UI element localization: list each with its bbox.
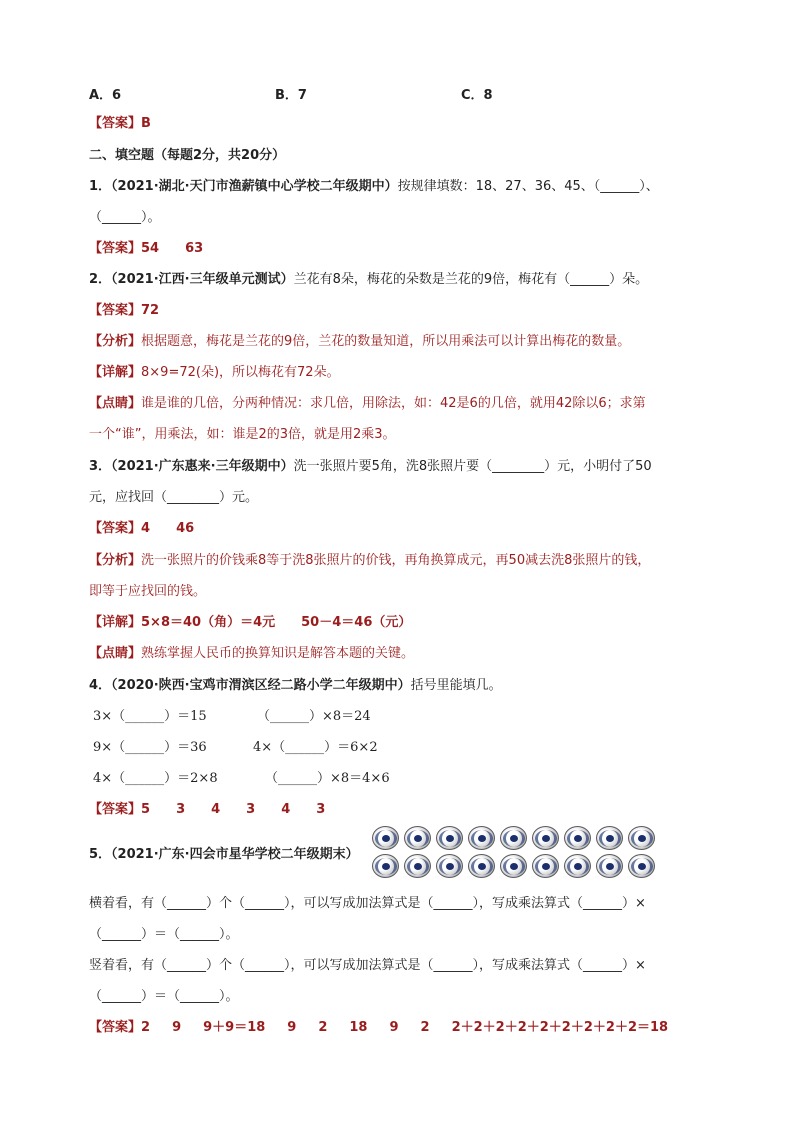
q5-source: （2021·广东·四会市星华学校二年级期末） xyxy=(111,847,359,862)
q3-source: （2021·广东惠来·三年级期中） xyxy=(111,459,294,474)
answer-value: 4 xyxy=(281,802,291,817)
soccer-ball-icon xyxy=(500,854,527,878)
q2-comment xyxy=(89,395,646,413)
q2-number: 2． xyxy=(89,272,112,287)
analysis-label: 【分析】 xyxy=(89,334,142,349)
answer-value: 9＋9＝18 xyxy=(203,1020,266,1035)
analysis-text: 根据题意，梅花是兰花的9倍，兰花的数量知道，所以用乘法可以计算出梅花的数量。 xyxy=(141,334,631,349)
q2-detail xyxy=(89,364,340,382)
soccer-ball-icon xyxy=(564,854,591,878)
q3-analysis xyxy=(89,552,650,570)
detail-text: 5×8＝40（角）＝4元 50－4＝46（元） xyxy=(141,615,412,630)
answer-value: 63 xyxy=(185,241,204,256)
comment-text: 熟练掌握人民币的换算知识是解答本题的关键。 xyxy=(141,646,415,661)
q4-text: 括号里能填几。 xyxy=(410,678,502,693)
soccer-ball-icon xyxy=(436,826,463,850)
q5-number: 5． xyxy=(89,847,112,862)
q3-detail xyxy=(89,614,411,632)
answer-value: 46 xyxy=(176,521,195,536)
q2-text: 兰花有8朵，梅花的朵数是兰花的9倍，梅花有（______）朵。 xyxy=(293,272,649,287)
q5-row2: 竖着看，有（______）个（______），可以写成加法算式是（______），写成乘法算式（______）× xyxy=(89,958,646,973)
q4-eq-3b: （______）×8＝4×6 xyxy=(265,771,390,786)
comment-text: 谁是谁的几倍，分两种情况：求几倍，用除法，如：42是6的几倍，就用42除以6；求第 xyxy=(141,396,646,411)
answer-value: 54 xyxy=(141,241,160,256)
q4-eq-1a: 3×（______）＝15 xyxy=(93,709,207,724)
q2-source: （2021·江西·三年级单元测试） xyxy=(111,272,294,287)
q1-line-2: （______）。 xyxy=(89,210,161,225)
q3-analysis-2: 即等于应找回的钱。 xyxy=(89,584,207,599)
q1-text: 按规律填数：18、27、36、45、（______）、 xyxy=(397,179,659,194)
soccer-ball-icon xyxy=(372,826,399,850)
comment-label: 【点睛】 xyxy=(89,396,142,411)
q5-answer xyxy=(89,1019,668,1037)
answer-value: 5 xyxy=(141,802,151,817)
q4-eq-3a: 4×（______）＝2×8 xyxy=(93,771,218,786)
q2-comment-2: 一个“谁”，用乘法，如：谁是2的3倍，就是用2乘3。 xyxy=(89,427,396,442)
q1-line xyxy=(89,178,659,196)
detail-label: 【详解】 xyxy=(89,615,142,630)
soccer-ball-icon xyxy=(532,826,559,850)
answer-value: 9 xyxy=(172,1020,182,1035)
option-a: A．6 xyxy=(89,88,122,103)
q2-answer xyxy=(89,302,159,320)
answer-value: 72 xyxy=(141,303,160,318)
answer-value: 2＋2＋2＋2＋2＋2＋2＋2＋2＝18 xyxy=(451,1020,669,1035)
soccer-ball-icon xyxy=(468,826,495,850)
q3-line-2: 元，应找回（________）元。 xyxy=(89,490,259,505)
answer-label: 【答案】 xyxy=(89,303,142,318)
answer-value: 9 xyxy=(389,1020,399,1035)
answer-label: 【答案】 xyxy=(89,1020,142,1035)
answer-value: 3 xyxy=(316,802,326,817)
q4-line xyxy=(89,677,502,695)
answer-value: 4 xyxy=(141,521,151,536)
answer-label: 【答案】 xyxy=(89,521,142,536)
analysis-label: 【分析】 xyxy=(89,553,142,568)
q4-eq-2a: 9×（______）＝36 xyxy=(93,740,207,755)
answer-value: 9 xyxy=(287,1020,297,1035)
answer-value: B xyxy=(141,116,151,131)
soccer-ball-icon xyxy=(500,826,527,850)
soccer-ball-icon xyxy=(628,826,655,850)
answer-value: 3 xyxy=(176,802,186,817)
q5-line xyxy=(89,846,359,864)
detail-text: 8×9=72(朵)，所以梅花有72朵。 xyxy=(141,365,340,380)
q3-answer xyxy=(89,520,194,538)
answer-label: 【答案】 xyxy=(89,116,142,131)
answer-label: 【答案】 xyxy=(89,802,142,817)
soccer-ball-icon xyxy=(468,854,495,878)
q4-source: （2020·陕西·宝鸡市渭滨区经二路小学二年级期中） xyxy=(111,678,411,693)
soccer-ball-icon xyxy=(532,854,559,878)
answer-value: 3 xyxy=(246,802,256,817)
q4-answer xyxy=(89,801,325,819)
q5-row1: 横着看，有（______）个（______），可以写成加法算式是（______），写成乘法算式（______）× xyxy=(89,896,646,911)
comment-label: 【点睛】 xyxy=(89,646,142,661)
q5-row1-2: （______）＝（______）。 xyxy=(89,927,239,942)
soccer-ball-icon xyxy=(372,854,399,878)
q3-text: 洗一张照片要5角，洗8张照片要（________）元，小明付了50 xyxy=(293,459,652,474)
q5-row2-2: （______）＝（______）。 xyxy=(89,989,239,1004)
q3-number: 3． xyxy=(89,459,112,474)
answer-value: 4 xyxy=(211,802,221,817)
option-c: C．8 xyxy=(461,88,493,103)
q4-eq-1b: （______）×8＝24 xyxy=(257,709,371,724)
q4-number: 4． xyxy=(89,678,112,693)
q1-answer xyxy=(89,240,203,258)
section-title: 二、填空题（每题2分，共20分） xyxy=(89,148,286,163)
q3-line xyxy=(89,458,652,476)
soccer-ball-icon xyxy=(596,826,623,850)
answer-value: 2 xyxy=(318,1020,328,1035)
q4-eq-2b: 4×（______）＝6×2 xyxy=(253,740,378,755)
soccer-ball-icon xyxy=(596,854,623,878)
q1-number: 1． xyxy=(89,179,112,194)
q1-source: （2021·湖北·天门市渔薪镇中心学校二年级期中） xyxy=(111,179,398,194)
soccer-ball-icon xyxy=(564,826,591,850)
soccer-ball-icon xyxy=(436,854,463,878)
soccer-ball-icon xyxy=(628,854,655,878)
answer-line-0 xyxy=(89,115,151,133)
analysis-text: 洗一张照片的价钱乘8等于洗8张照片的价钱，再角换算成元，再50减去洗8张照片的钱， xyxy=(141,553,651,568)
q3-comment xyxy=(89,645,414,663)
detail-label: 【详解】 xyxy=(89,365,142,380)
soccer-ball-icon xyxy=(404,826,431,850)
answer-label: 【答案】 xyxy=(89,241,142,256)
answer-value: 18 xyxy=(349,1020,368,1035)
soccer-ball-icon xyxy=(404,854,431,878)
q2-analysis xyxy=(89,333,630,351)
option-b: B．7 xyxy=(275,88,307,103)
answer-value: 2 xyxy=(141,1020,151,1035)
q2-line xyxy=(89,271,648,289)
answer-value: 2 xyxy=(420,1020,430,1035)
